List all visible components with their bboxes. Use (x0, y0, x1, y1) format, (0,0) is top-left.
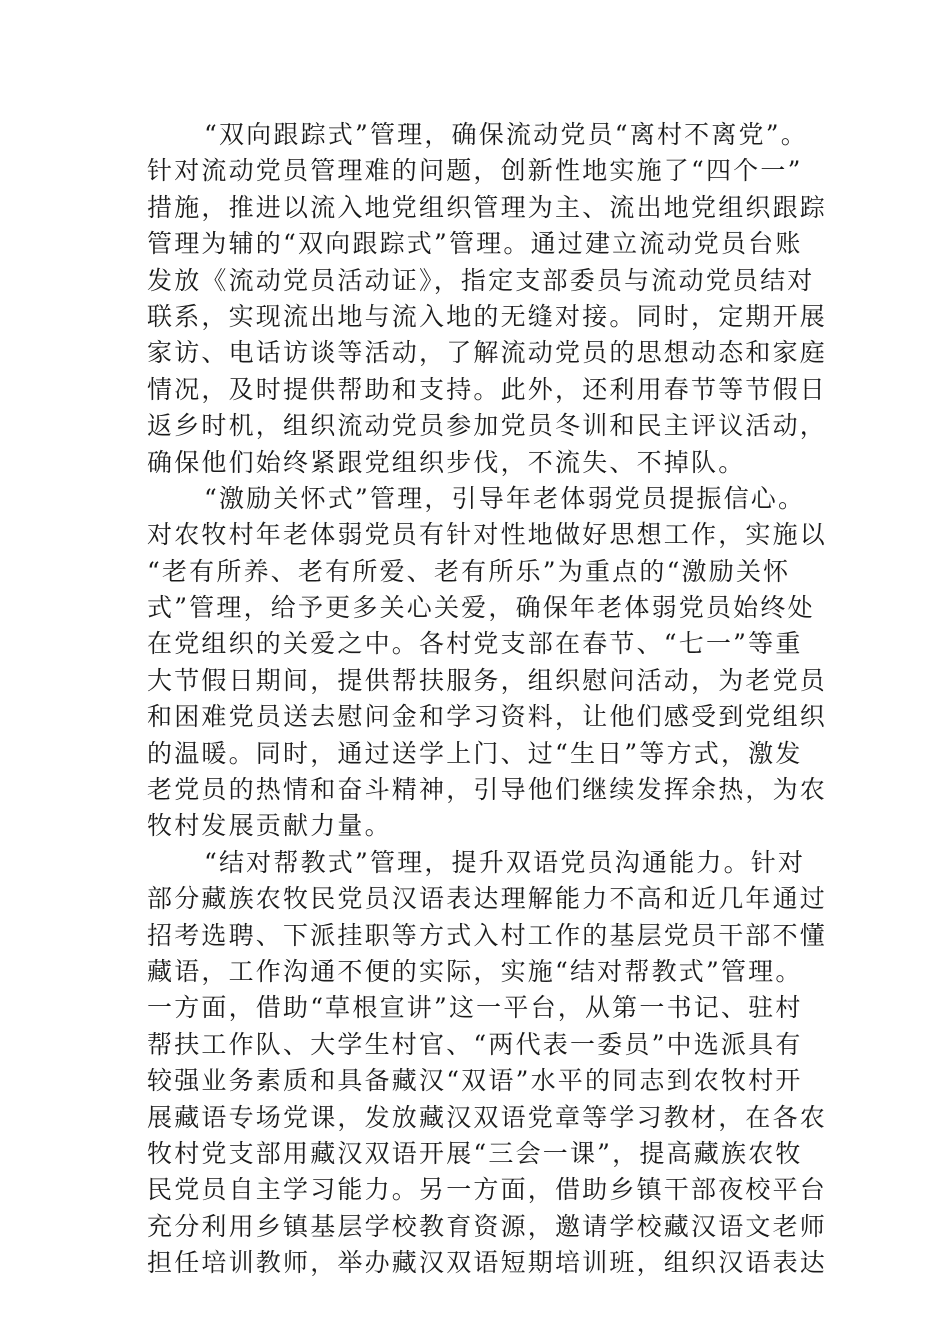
text-line: 大节假日期间，提供帮扶服务，组织慰问活动，为老党员 (147, 665, 828, 695)
text-line: 牧村党支部用藏汉双语开展“三会一课”，提高藏族农牧 (147, 1138, 803, 1168)
text-line: 措施，推进以流入地党组织管理为主、流出地党组织跟踪 (147, 192, 828, 222)
text-line: 管理为辅的“双向跟踪式”管理。通过建立流动党员台账 (147, 229, 803, 259)
text-line: 的温暖。同时，通过送学上门、过“生日”等方式，激发 (147, 738, 803, 768)
text-line: 担任培训教师，举办藏汉双语短期培训班，组织汉语表达 (147, 1248, 828, 1278)
paragraph-first-line: “激励关怀式”管理，引导年老体弱党员提振信心。 (204, 483, 806, 513)
text-line: 老党员的热情和奋斗精神，引导他们继续发挥余热，为农 (147, 775, 828, 805)
text-line: 和困难党员送去慰问金和学习资料，让他们感受到党组织 (147, 702, 828, 732)
text-line: 部分藏族农牧民党员汉语表达理解能力不高和近几年通过 (147, 884, 828, 914)
text-line: 针对流动党员管理难的问题，创新性地实施了“四个一” (147, 156, 803, 186)
text-line: 充分利用乡镇基层学校教育资源，邀请学校藏汉语文老师 (147, 1211, 828, 1241)
paragraph-first-line: “结对帮教式”管理，提升双语党员沟通能力。针对 (204, 847, 806, 877)
text-line: 式”管理，给予更多关心关爱，确保年老体弱党员始终处 (147, 593, 815, 623)
text-line: 民党员自主学习能力。另一方面，借助乡镇干部夜校平台 (147, 1175, 828, 1205)
text-line: 发放《流动党员活动证》，指定支部委员与流动党员结对 (147, 265, 815, 295)
text-line: 返乡时机，组织流动党员参加党员冬训和民主评议活动， (147, 411, 828, 441)
text-line: 牧村发展贡献力量。 (147, 811, 392, 841)
text-line: 展藏语专场党课，发放藏汉双语党章等学习教材，在各农 (147, 1102, 828, 1132)
text-line: 对农牧村年老体弱党员有针对性地做好思想工作，实施以 (147, 520, 828, 550)
text-line: “老有所养、老有所爱、老有所乐”为重点的“激励关怀 (147, 556, 791, 586)
paragraph-first-line: “双向跟踪式”管理，确保流动党员“离村不离党”。 (204, 120, 808, 149)
text-line: 一方面，借助“草根宣讲”这一平台，从第一书记、驻村 (147, 993, 803, 1023)
text-line: 联系，实现流出地与流入地的无缝对接。同时，定期开展 (147, 301, 828, 331)
text-line: 家访、电话访谈等活动，了解流动党员的思想动态和家庭 (147, 338, 828, 368)
text-line: 确保他们始终紧跟党组织步伐，不流失、不掉队。 (147, 447, 746, 477)
text-line: 较强业务素质和具备藏汉“双语”水平的同志到农牧村开 (147, 1066, 803, 1096)
text-line: 情况，及时提供帮助和支持。此外，还利用春节等节假日 (147, 374, 828, 404)
body-text (147, 117, 828, 1282)
text-line: 藏语，工作沟通不便的实际，实施“结对帮教式”管理。 (147, 956, 803, 986)
text-line: 在党组织的关爱之中。各村党支部在春节、“七一”等重 (147, 629, 803, 659)
text-line: 帮扶工作队、大学生村官、“两代表一委员”中选派具有 (147, 1029, 803, 1059)
text-line: 招考选聘、下派挂职等方式入村工作的基层党员干部不懂 (147, 920, 828, 950)
